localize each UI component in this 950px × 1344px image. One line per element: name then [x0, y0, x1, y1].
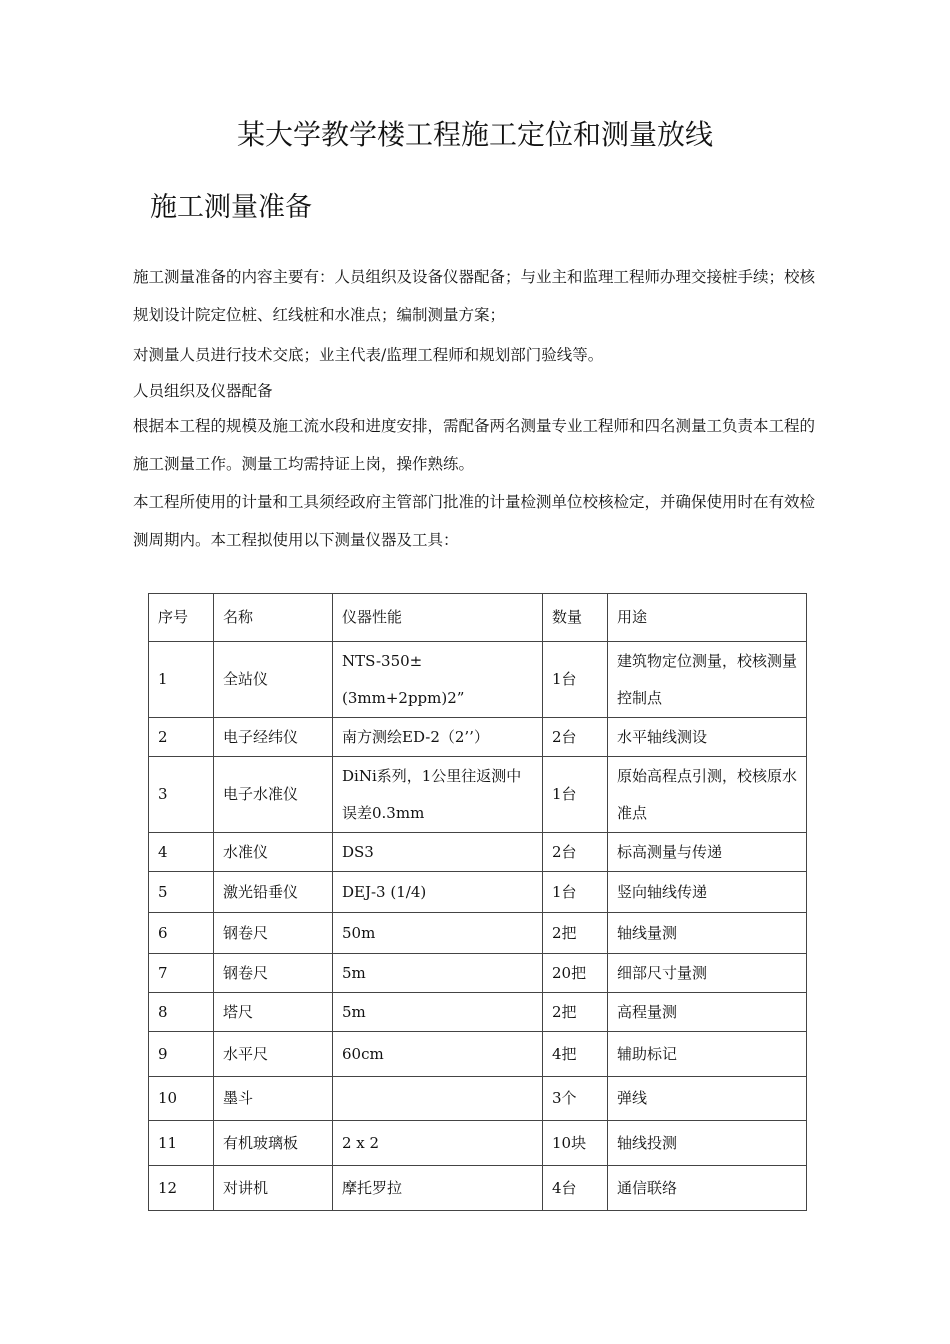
cell-performance: 5m [333, 954, 543, 993]
cell-index: 8 [149, 993, 214, 1032]
cell-index: 2 [149, 718, 214, 757]
cell-performance [333, 1077, 543, 1121]
cell-name: 水平尺 [214, 1032, 333, 1077]
cell-performance: DiNi系列，1公里往返测中误差0.3mm [333, 757, 543, 833]
table-row [149, 1077, 807, 1121]
cell-index: 6 [149, 913, 214, 954]
cell-index: 9 [149, 1032, 214, 1077]
cell-index: 7 [149, 954, 214, 993]
header-performance: 仪器性能 [333, 594, 543, 642]
cell-purpose: 竖向轴线传递 [608, 872, 807, 913]
cell-performance: DEJ-3 (1/4) [333, 872, 543, 913]
cell-performance: 2 x 2 [333, 1121, 543, 1166]
header-purpose: 用途 [608, 594, 807, 642]
cell-index: 4 [149, 833, 214, 872]
cell-purpose: 轴线投测 [608, 1121, 807, 1166]
cell-name: 电子经纬仪 [214, 718, 333, 757]
paragraph-instruments: 本工程所使用的计量和工具须经政府主管部门批准的计量检测单位校核检定，并确保使用时在有效检测周期内。本工程拟使用以下测量仪器及工具： [133, 493, 816, 549]
cell-index: 10 [149, 1077, 214, 1121]
cell-purpose: 水平轴线测设 [608, 718, 807, 757]
cell-purpose: 建筑物定位测量，校核测量控制点 [608, 642, 807, 718]
cell-name: 钢卷尺 [214, 954, 333, 993]
cell-quantity: 1台 [543, 642, 608, 718]
cell-purpose: 通信联络 [608, 1166, 807, 1211]
cell-purpose: 辅助标记 [608, 1032, 807, 1077]
table-row [149, 1166, 807, 1211]
cell-performance: 摩托罗拉 [333, 1166, 543, 1211]
cell-name: 全站仪 [214, 642, 333, 718]
paragraph-staffing: 根据本工程的规模及施工流水段和进度安排，需配备两名测量专业工程师和四名测量工负责本工程的施工测量工作。测量工均需持证上岗，操作熟练。 [133, 417, 816, 473]
paragraph-subheading-staffing: 人员组织及仪器配备 [133, 382, 273, 400]
header-index: 序号 [149, 594, 214, 642]
instrument-table [148, 593, 807, 1211]
cell-index: 12 [149, 1166, 214, 1211]
document-title: 某大学教学楼工程施工定位和测量放线 [236, 118, 713, 151]
cell-performance: 南方测绘ED-2（2’’） [333, 718, 543, 757]
table-row [149, 757, 807, 833]
cell-index: 5 [149, 872, 214, 913]
cell-quantity: 3个 [543, 1077, 608, 1121]
table-row [149, 913, 807, 954]
cell-performance: 5m [333, 993, 543, 1032]
cell-quantity: 4把 [543, 1032, 608, 1077]
cell-quantity: 1台 [543, 757, 608, 833]
cell-name: 墨斗 [214, 1077, 333, 1121]
table-body [149, 642, 807, 1211]
cell-quantity: 1台 [543, 872, 608, 913]
cell-performance: NTS-350± (3mm+2ppm)2” [333, 642, 543, 718]
cell-performance: 60cm [333, 1032, 543, 1077]
cell-index: 3 [149, 757, 214, 833]
header-name: 名称 [214, 594, 333, 642]
cell-quantity: 20把 [543, 954, 608, 993]
table-row [149, 833, 807, 872]
cell-purpose: 细部尺寸量测 [608, 954, 807, 993]
paragraph-prep-content: 施工测量准备的内容主要有：人员组织及设备仪器配备；与业主和监理工程师办理交接桩手续；校核规划设计院定位桩、红线桩和水准点；编制测量方案； [133, 268, 816, 324]
cell-purpose: 高程量测 [608, 993, 807, 1032]
cell-name: 水准仪 [214, 833, 333, 872]
table-row [149, 954, 807, 993]
cell-performance: DS3 [333, 833, 543, 872]
cell-purpose: 弹线 [608, 1077, 807, 1121]
table-row [149, 1032, 807, 1077]
table-row [149, 642, 807, 718]
section-heading: 施工测量准备 [150, 192, 312, 223]
table-row [149, 993, 807, 1032]
cell-name: 激光铅垂仪 [214, 872, 333, 913]
table-row [149, 872, 807, 913]
table-row [149, 1121, 807, 1166]
header-quantity: 数量 [543, 594, 608, 642]
table-row [149, 718, 807, 757]
cell-purpose: 标高测量与传递 [608, 833, 807, 872]
cell-name: 对讲机 [214, 1166, 333, 1211]
cell-index: 11 [149, 1121, 214, 1166]
cell-quantity: 2把 [543, 993, 608, 1032]
cell-name: 钢卷尺 [214, 913, 333, 954]
cell-purpose: 原始高程点引测，校核原水准点 [608, 757, 807, 833]
cell-quantity: 2台 [543, 718, 608, 757]
cell-quantity: 10块 [543, 1121, 608, 1166]
table-header-row [149, 594, 807, 642]
cell-quantity: 2台 [543, 833, 608, 872]
cell-name: 电子水准仪 [214, 757, 333, 833]
cell-name: 有机玻璃板 [214, 1121, 333, 1166]
paragraph-tech-briefing: 对测量人员进行技术交底；业主代表/监理工程师和规划部门验线等。 [133, 346, 604, 364]
cell-performance: 50m [333, 913, 543, 954]
cell-name: 塔尺 [214, 993, 333, 1032]
cell-purpose: 轴线量测 [608, 913, 807, 954]
cell-index: 1 [149, 642, 214, 718]
cell-quantity: 4台 [543, 1166, 608, 1211]
cell-quantity: 2把 [543, 913, 608, 954]
